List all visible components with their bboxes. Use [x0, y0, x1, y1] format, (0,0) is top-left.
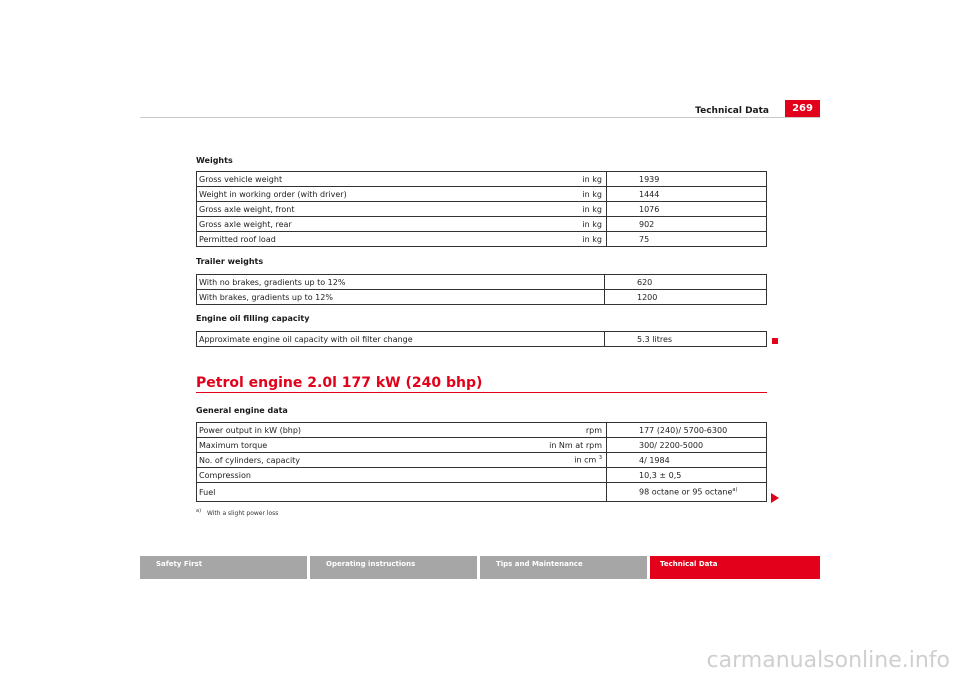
table-row [197, 232, 767, 247]
nav-tab-technical-data[interactable]: Technical Data [650, 556, 820, 579]
engine-data-table [196, 422, 767, 502]
row-value: 75 [607, 232, 767, 247]
footnote-marker: a) [196, 508, 202, 514]
row-label: Permitted roof load [197, 232, 482, 247]
row-unit [481, 453, 607, 468]
petrol-engine-heading: Petrol engine 2.0l 177 kW (240 bhp) [196, 375, 483, 391]
row-value: 4/ 1984 [607, 453, 767, 468]
heading-rule [196, 392, 767, 393]
row-unit: in kg [481, 202, 607, 217]
table-row [197, 187, 767, 202]
row-unit: in kg [481, 232, 607, 247]
table-row [197, 483, 767, 502]
table-row [197, 332, 767, 347]
table-row [197, 217, 767, 232]
row-label: No. of cylinders, capacity [197, 453, 482, 468]
engine-oil-title: Engine oil filling capacity [196, 314, 310, 323]
row-label: Fuel [197, 483, 482, 502]
row-label: With brakes, gradients up to 12% [197, 290, 605, 305]
table-row [197, 290, 767, 305]
row-value: 10,3 ± 0,5 [607, 468, 767, 483]
header-divider [140, 117, 820, 118]
row-value [607, 483, 767, 502]
table-row [197, 453, 767, 468]
row-label: Gross axle weight, front [197, 202, 482, 217]
row-label: With no brakes, gradients up to 12% [197, 275, 605, 290]
footnote-reference[interactable]: a) [732, 487, 738, 494]
row-unit: in kg [481, 187, 607, 202]
row-label: Gross axle weight, rear [197, 217, 482, 232]
nav-tab-safety-first[interactable]: Safety First [140, 556, 307, 579]
row-value: 5.3 litres [605, 332, 767, 347]
table-row [197, 438, 767, 453]
table-row [197, 202, 767, 217]
engine-oil-table [196, 331, 767, 347]
row-value: 1939 [607, 172, 767, 187]
footnote [196, 508, 278, 517]
row-value: 300/ 2200-5000 [607, 438, 767, 453]
watermark: carmanualsonline.info [706, 648, 950, 673]
weights-title: Weights [196, 156, 233, 165]
row-unit: in Nm at rpm [481, 438, 607, 453]
table-row [197, 468, 767, 483]
unit-superscript: 3 [598, 455, 602, 462]
row-value: 1076 [607, 202, 767, 217]
row-unit [481, 468, 607, 483]
page-number: 269 [785, 100, 820, 118]
nav-tab-tips-and-maintenance[interactable]: Tips and Maintenance [480, 556, 647, 579]
row-unit: in kg [481, 172, 607, 187]
footnote-text: With a slight power loss [206, 510, 279, 517]
row-value: 177 (240)/ 5700-6300 [607, 423, 767, 438]
nav-tab-operating-instructions[interactable]: Operating instructions [310, 556, 477, 579]
row-value: 1444 [607, 187, 767, 202]
row-label: Compression [197, 468, 482, 483]
row-label: Gross vehicle weight [197, 172, 482, 187]
general-engine-data-title: General engine data [196, 406, 288, 415]
row-unit: in kg [481, 217, 607, 232]
row-unit: rpm [481, 423, 607, 438]
row-value: 1200 [605, 290, 767, 305]
section-end-marker [772, 338, 778, 344]
row-label: Power output in kW (bhp) [197, 423, 482, 438]
table-row [197, 423, 767, 438]
weights-table [196, 171, 767, 247]
page-header-title: Technical Data [695, 106, 769, 116]
table-row [197, 275, 767, 290]
next-page-arrow-icon[interactable] [771, 493, 779, 503]
row-value: 902 [607, 217, 767, 232]
unit-text: in cm [574, 455, 597, 465]
value-text: 98 octane or 95 octane [639, 487, 733, 497]
trailer-weights-table [196, 274, 767, 305]
row-label: Weight in working order (with driver) [197, 187, 482, 202]
trailer-weights-title: Trailer weights [196, 257, 264, 266]
table-row [197, 172, 767, 187]
row-value: 620 [605, 275, 767, 290]
row-label: Maximum torque [197, 438, 482, 453]
row-unit [481, 483, 607, 502]
row-label: Approximate engine oil capacity with oil filter change [197, 332, 605, 347]
